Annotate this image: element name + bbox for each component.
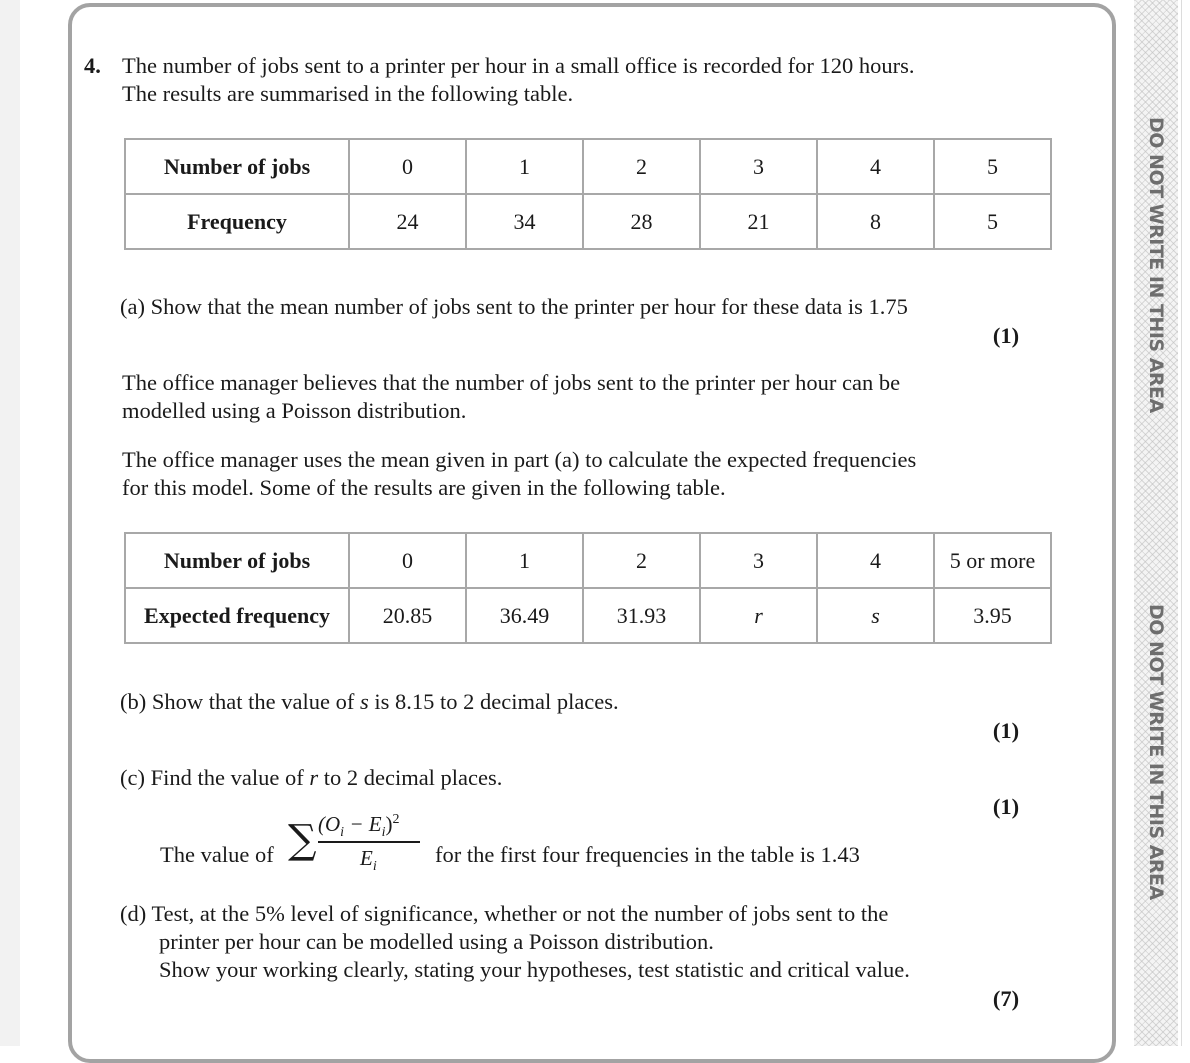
expected-frequency-table [124,532,1052,644]
part-c-prefix: (c) Find the value of [120,765,310,790]
question-intro-line2: The results are summarised in the following table. [122,81,574,106]
table-cell: 4 [817,533,934,588]
table-cell: 8 [817,194,934,249]
statistic-suffix: for the first four frequencies in the table is 1.43 [435,842,860,867]
question-intro-line1: The number of jobs sent to a printer per hour in a small office is recorded for 120 hours. [122,53,915,78]
part-b-variable: s [359,689,369,714]
table-row [125,533,1051,588]
table-cell: 36.49 [466,588,583,643]
table-cell: 5 [934,194,1051,249]
formula-numerator: $(O_i - E_i)^2$ [318,812,400,841]
part-b-text [120,688,619,716]
table-cell: 20.85 [349,588,466,643]
frequency-table [124,138,1052,250]
table-cell: 5 [934,139,1051,194]
part-a-marks: (1) [992,323,1020,348]
table-cell: 5 or more [934,533,1051,588]
table-row-header: Number of jobs [125,533,349,588]
part-d-line3: Show your working clearly, stating your hypotheses, test statistic and critical value. [159,957,910,982]
paragraph-1-line2: modelled using a Poisson distribution. [122,398,467,423]
table-cell: 4 [817,139,934,194]
question-number: 4. [84,53,101,78]
page-left-edge [0,0,20,1046]
fraction-bar [318,841,420,843]
part-c-text [120,764,502,792]
table-cell: 3.95 [934,588,1051,643]
table-cell: 3 [700,533,817,588]
table-cell: 21 [700,194,817,249]
paragraph-2-line1: The office manager uses the mean given in part (a) to calculate the expected frequencies [122,447,917,472]
table-cell: 1 [466,533,583,588]
table-cell: 0 [349,533,466,588]
part-c-marks: (1) [992,794,1020,819]
table-cell-unknown-r: r [700,588,817,643]
part-a-text: (a) Show that the mean number of jobs sent to the printer per hour for these data is 1.75 [120,294,908,319]
table-row [125,588,1051,643]
table-row-header: Frequency [125,194,349,249]
table-row-header: Number of jobs [125,139,349,194]
part-c-suffix: to 2 decimal places. [318,765,503,790]
part-d-line1: (d) Test, at the 5% level of significance, whether or not the number of jobs sent to the [120,901,889,926]
part-c-variable: r [309,765,319,790]
table-cell: 34 [466,194,583,249]
part-b-suffix: is 8.15 to 2 decimal places. [368,689,619,714]
table-row-header: Expected frequency [125,588,349,643]
chi-squared-formula [288,810,428,884]
table-cell: 2 [583,533,700,588]
table-row [125,139,1051,194]
table-cell: 1 [466,139,583,194]
table-cell: 31.93 [583,588,700,643]
formula-denominator: $E_i$ [360,846,377,875]
part-d-marks: (7) [992,986,1020,1011]
paragraph-2-line2: for this model. Some of the results are given in the following table. [122,475,726,500]
margin-warning-top: DO NOT WRITE IN THIS AREA [1145,117,1167,413]
table-cell: 2 [583,139,700,194]
part-d-line2: printer per hour can be modelled using a Poisson distribution. [159,929,714,954]
part-b-marks: (1) [992,718,1020,743]
table-cell: 0 [349,139,466,194]
table-cell: 3 [700,139,817,194]
sigma-symbol: ∑ [288,817,317,863]
page-right-edge [1181,0,1182,1046]
table-row [125,194,1051,249]
margin-warning-bottom: DO NOT WRITE IN THIS AREA [1145,604,1167,900]
part-b-prefix: (b) Show that the value of [120,689,360,714]
statistic-prefix: The value of [160,842,274,867]
table-cell-unknown-s: s [817,588,934,643]
table-cell: 24 [349,194,466,249]
table-cell: 28 [583,194,700,249]
paragraph-1-line1: The office manager believes that the number of jobs sent to the printer per hour can be [122,370,901,395]
